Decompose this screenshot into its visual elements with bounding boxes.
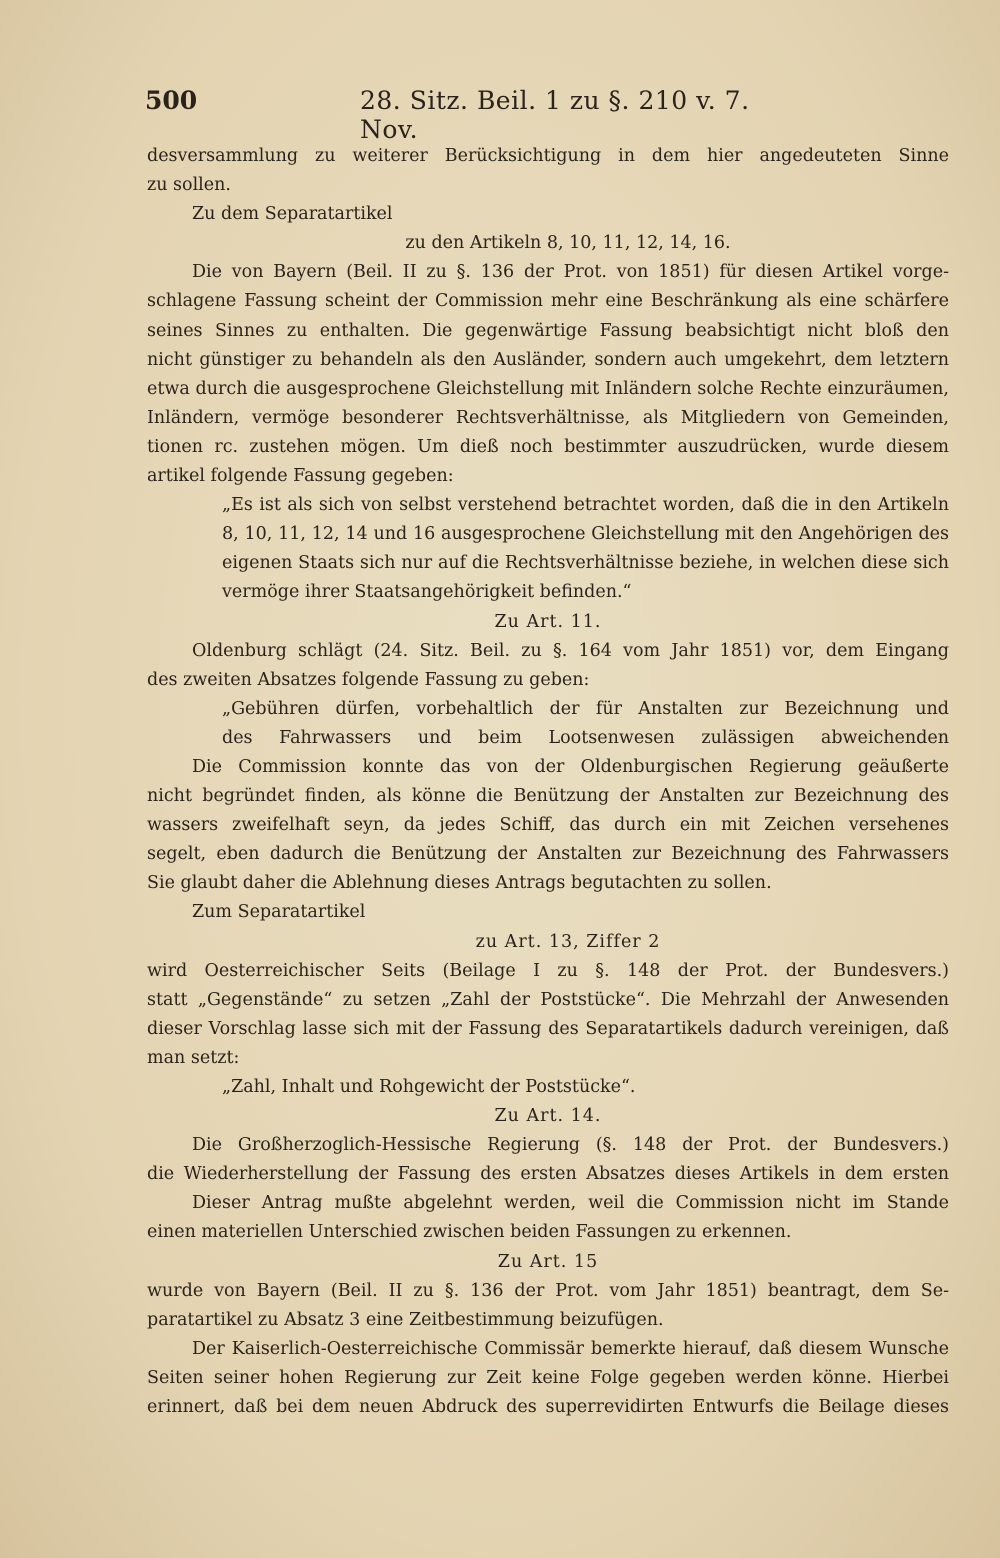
text-line: Der Kaiserlich-Oesterreichische Commissär bemerkte hierauf, daß diesem Wunsche (192, 1338, 949, 1359)
text-line: Seiten seiner hohen Regierung zur Zeit keine Folge gegeben werden könne. Hierbei (147, 1367, 949, 1388)
text-line: statt „Gegenstände“ zu setzen „Zahl der Poststücke“. Die Mehrzahl der Anwesenden (147, 989, 949, 1010)
text-line: des Fahrwassers und beim Lootsenwesen zulässigen abweichenden (222, 727, 949, 748)
text-line: 8, 10, 11, 12, 14 und 16 ausgesprochene Gleichstellung mit den Angehörigen des (222, 524, 949, 545)
text-line: Zu Art. 11. (494, 611, 602, 632)
text-line: Oldenburg schlägt (24. Sitz. Beil. zu §. 164 vom Jahr 1851) vor, dem Eingang (192, 640, 949, 661)
text-line: zu den Artikeln 8, 10, 11, 12, 14, 16. (405, 233, 731, 254)
text-line: Inländern, vermöge besonderer Rechtsverhältnisse, als Mitgliedern von Gemeinden, (147, 407, 949, 428)
text-line: desversammlung zu weiterer Berücksichtigung in dem hier angedeuteten Sinne (147, 146, 949, 166)
text-line: wurde von Bayern (Beil. II zu §. 136 der Prot. vom Jahr 1851) beantragt, dem Se- (147, 1280, 949, 1301)
text-line: wassers zweifelhaft seyn, da jedes Schiff, das durch ein mit Zeichen versehenes (147, 815, 949, 836)
running-title: 28. Sitz. Beil. 1 zu §. 210 v. 7. Nov. (360, 86, 750, 144)
text-line: des zweiten Absatzes folgende Fassung zu geben: (147, 669, 590, 690)
text-line: Zum Separatartikel (192, 902, 366, 923)
text-line: dieser Vorschlag lasse sich mit der Fassung des Separatartikels dadurch vereinigen, daß (147, 1018, 949, 1039)
text-line: die Wiederherstellung der Fassung des ersten Absatzes dieses Artikels in dem ersten (147, 1164, 949, 1185)
text-line: eigenen Staats sich nur auf die Rechtsverhältnisse beziehe, in welchen diese sich (222, 553, 949, 574)
text-line: etwa durch die ausgesprochene Gleichstellung mit Inländern solche Rechte einzuräumen, (147, 378, 949, 399)
text-line: Die Großherzoglich-Hessische Regierung (§. 148 der Prot. der Bundesvers.) (192, 1135, 949, 1156)
text-line: zu sollen. (147, 175, 231, 196)
text-line: Zu dem Separatartikel (192, 204, 393, 225)
text-line: Sie glaubt daher die Ablehnung dieses Antrags begutachten zu sollen. (147, 873, 772, 894)
text-line: „Zahl, Inhalt und Rohgewicht der Poststücke“. (222, 1077, 636, 1097)
text-line: paratartikel zu Absatz 3 eine Zeitbestimmung beizufügen. (147, 1309, 664, 1330)
text-line: Die Commission konnte das von der Oldenburgischen Regierung geäußerte (192, 756, 949, 777)
text-line: Dieser Antrag mußte abgelehnt werden, weil die Commission nicht im Stande (192, 1193, 949, 1214)
text-line: erinnert, daß bei dem neuen Abdruck des superrevidirten Entwurfs die Beilage dieses (147, 1397, 949, 1418)
text-line: seines Sinnes zu enthalten. Die gegenwärtige Fassung beabsichtigt nicht bloß den (147, 320, 949, 341)
text-line: man setzt: (147, 1047, 240, 1068)
page-header (145, 86, 755, 144)
text-line: nicht günstiger zu behandeln als den Ausländer, sondern auch umgekehrt, dem letztern (147, 349, 949, 370)
page-number: 500 (145, 86, 198, 115)
text-line: zu Art. 13, Ziffer 2 (475, 931, 661, 952)
text-line: vermöge ihrer Staatsangehörigkeit befinden.“ (222, 582, 632, 603)
text-line: nicht begründet finden, als könne die Benützung der Anstalten zur Bezeichnung des (147, 786, 949, 807)
text-line: Zu Art. 14. (494, 1106, 602, 1127)
text-line: Zu Art. 15 (497, 1251, 599, 1272)
text-line: tionen rc. zustehen mögen. Um dieß noch bestimmter auszudrücken, wurde diesem (147, 436, 949, 457)
text-line: einen materiellen Unterschied zwischen beiden Fassungen zu erkennen. (147, 1222, 792, 1243)
text-line: artikel folgende Fassung gegeben: (147, 466, 454, 487)
text-line: wird Oesterreichischer Seits (Beilage I zu §. 148 der Prot. der Bundesvers.) (147, 960, 949, 981)
page-body (147, 142, 949, 1422)
text-line: schlagene Fassung scheint der Commission mehr eine Beschränkung als eine schärfere (147, 291, 949, 312)
text-line: „Gebühren dürfen, vorbehaltlich der für Anstalten zur Bezeichnung und (222, 698, 949, 719)
text-line: „Es ist als sich von selbst verstehend betrachtet worden, daß die in den Artikeln (222, 495, 949, 516)
text-line: segelt, eben dadurch die Benützung der Anstalten zur Bezeichnung des Fahrwassers (147, 844, 949, 865)
text-line: Die von Bayern (Beil. II zu §. 136 der Prot. von 1851) für diesen Artikel vorge- (192, 262, 949, 283)
